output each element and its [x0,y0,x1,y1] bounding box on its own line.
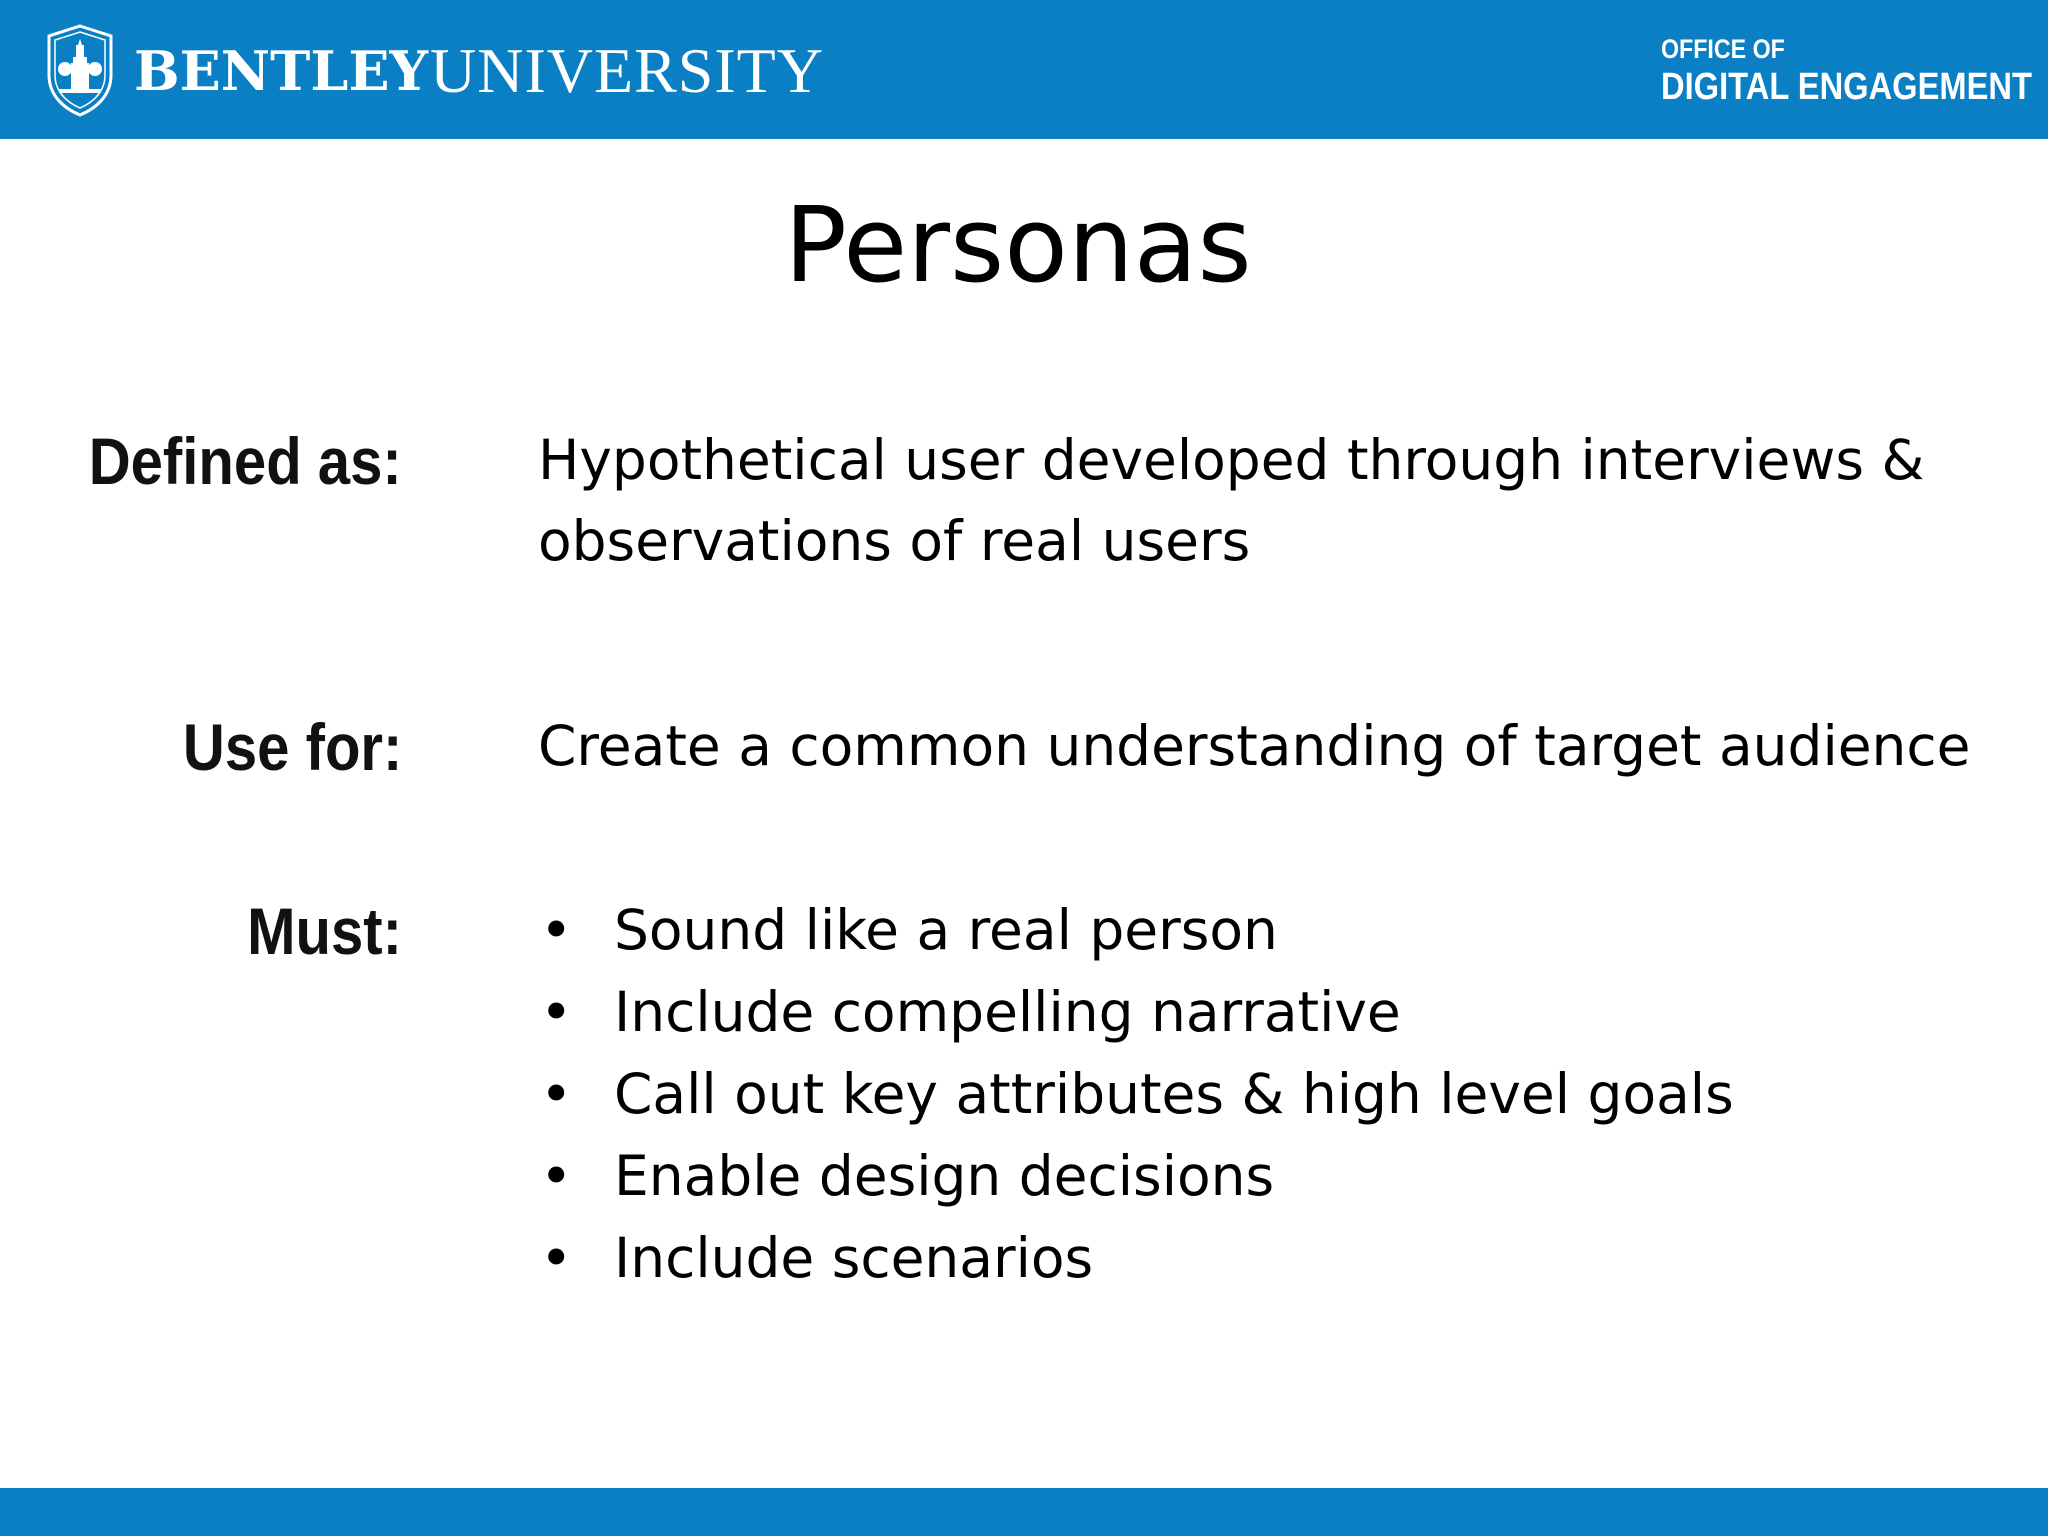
defined-as-text-line-1: Hypothetical user developed through interviews & [538,428,1925,492]
bentley-shield-icon [45,23,115,117]
bullet-dot: • [540,1226,573,1290]
must-label: Must: [247,894,402,968]
footer-bar [0,1488,2048,1536]
defined-as-text-line-2: observations of real users [538,509,1251,573]
bullet-text: Include compelling narrative [614,980,1401,1044]
office-label-small: OFFICE OF [1661,34,1785,64]
use-for-text: Create a common understanding of target audience [538,714,1971,778]
bullet-text: Enable design decisions [614,1144,1275,1208]
use-for-label: Use for: [182,710,402,784]
office-label-large: DIGITAL ENGAGEMENT [1661,66,2032,108]
bullet-text: Call out key attributes & high level goals [614,1062,1734,1126]
brand-name-bold: BENTLEY [134,39,429,103]
bullet-dot: • [540,898,573,962]
header-bar [0,0,2048,139]
bullet-dot: • [540,1144,573,1208]
bullet-text: Include scenarios [614,1226,1094,1290]
defined-as-label: Defined as: [88,424,402,498]
bullet-text: Sound like a real person [614,898,1278,962]
brand-name-light: UNIVERSITY [430,35,824,106]
slide-title: Personas [784,184,1252,306]
bullet-dot: • [540,980,573,1044]
bullet-dot: • [540,1062,573,1126]
